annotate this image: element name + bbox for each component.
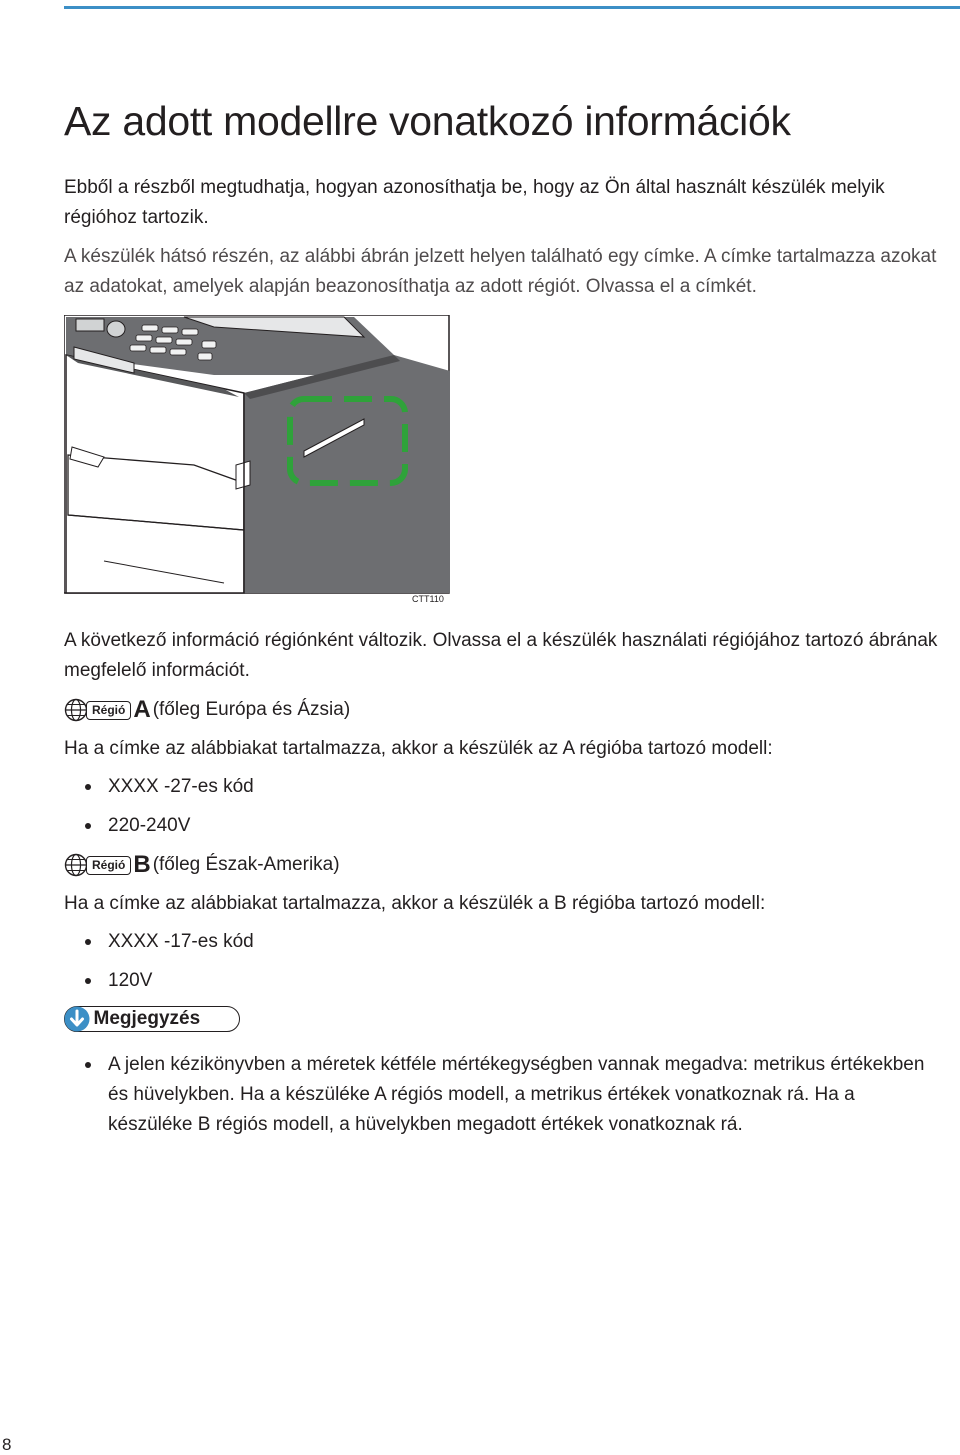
region-a-note: (főleg Európa és Ázsia) (152, 699, 351, 720)
down-arrow-icon (64, 1006, 90, 1032)
intro-paragraph-2: A készülék hátsó részén, az alábbi ábrán jelzett helyen található egy címke. A címke tartalmazza azokat az adatokat, amelyek alapján beazonosíthatja az adott régiót. Olvassa el a címkét. (64, 246, 937, 297)
list-item: XXXX -27-es kód (64, 772, 254, 811)
region-a-list (64, 772, 254, 850)
region-letter: B (133, 851, 151, 878)
intro-paragraph-1: Ebből a részből megtudhatja, hogyan azonosíthatja be, hogy az Ön által használt készülék melyik régióhoz tartozik. (64, 177, 885, 228)
figure-id-label: CTT110 (412, 594, 444, 604)
display-screen (76, 319, 104, 331)
region-b-badge (64, 851, 153, 878)
region-b-description: Ha a címke az alábbiakat tartalmazza, akkor a készülék a B régióba tartozó modell: (64, 893, 766, 914)
list-item: A jelen kézikönyvben a méretek kétféle mértékegységben vannak megadva: metrikus értékekben és hüvelykben. Ha a készüléke A régiós modell, a metrikus értékek vonatkoznak rá. Ha a készüléke B régiós modell, a hüvelykben megadott értékek vonatkoznak rá. (64, 1050, 944, 1140)
region-word: Régió (86, 856, 131, 875)
list-item: 220-240V (64, 811, 254, 850)
printer-illustration (64, 315, 450, 610)
top-rule (64, 6, 960, 9)
page-title: Az adott modellre vonatkozó információk (64, 98, 791, 144)
region-word: Régió (86, 701, 131, 720)
region-b-heading (64, 852, 340, 878)
region-a-heading (64, 697, 350, 723)
list-item: 120V (64, 966, 254, 1005)
region-b-list (64, 927, 254, 1005)
region-b-note: (főleg Észak-Amerika) (152, 854, 340, 875)
printer-drawing (64, 315, 450, 610)
list-item: XXXX -17-es kód (64, 927, 254, 966)
region-letter: A (133, 696, 151, 723)
region-a-description: Ha a címke az alábbiakat tartalmazza, akkor a készülék az A régióba tartozó modell: (64, 738, 773, 759)
region-a-badge (64, 696, 153, 723)
note-badge (64, 1006, 240, 1032)
globe-icon (64, 853, 88, 877)
nav-button (107, 321, 125, 337)
region-intro-paragraph: A következő információ régiónként változik. Olvassa el a készülék használati régiójához tartozó ábrának megfelelő információt. (64, 630, 938, 681)
page-number: 8 (2, 1435, 12, 1454)
note-list (64, 1050, 944, 1140)
globe-icon (64, 698, 88, 722)
note-label: Megjegyzés (93, 1008, 201, 1029)
